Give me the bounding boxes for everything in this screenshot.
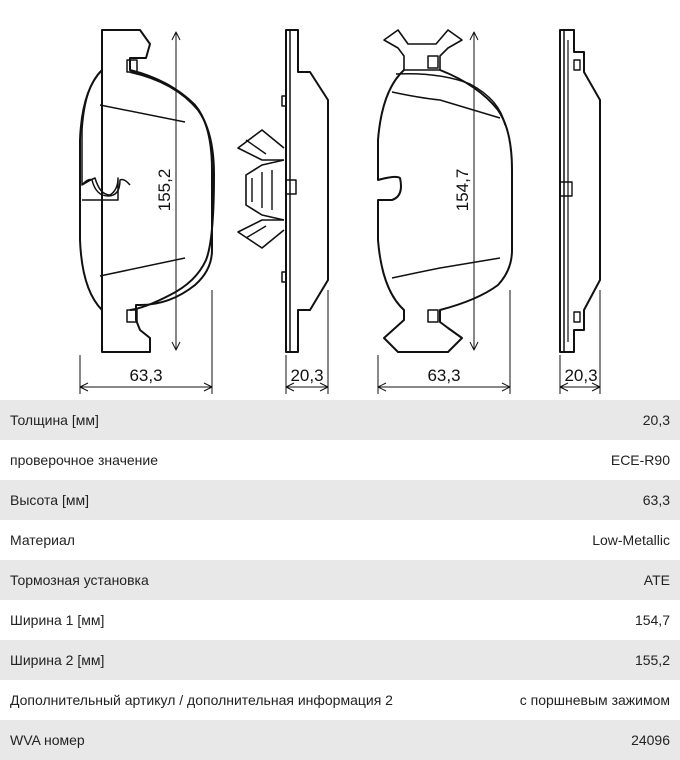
right-pad-front-view: [378, 30, 512, 352]
spec-label: WVA номер: [10, 732, 85, 748]
spec-label: проверочное значение: [10, 452, 159, 468]
spec-row-width-2: [0, 640, 680, 680]
spec-value: 63,3: [642, 492, 670, 508]
left-thickness-label: 20,3: [290, 366, 324, 385]
right-width-label: 63,3: [427, 366, 461, 385]
spec-value: с поршневым зажимом: [519, 692, 670, 708]
spec-label: Ширина 2 [мм]: [10, 652, 105, 668]
right-thickness-label: 20,3: [564, 366, 598, 385]
left-height-label: 155,2: [155, 168, 174, 212]
left-pad-side-view: [238, 30, 328, 352]
right-pad-side-view: [560, 30, 600, 352]
spec-value: 154,7: [634, 612, 670, 628]
spec-table: [0, 400, 680, 760]
spec-row-height: [0, 480, 680, 520]
spec-value: 20,3: [642, 412, 670, 428]
spec-row-material: [0, 520, 680, 560]
spec-row-brake-system: [0, 560, 680, 600]
spec-label: Тормозная установка: [10, 572, 149, 588]
spec-value: 24096: [631, 732, 670, 748]
spec-value: ECE-R90: [610, 452, 670, 468]
spec-row-thickness: [0, 400, 680, 440]
spec-value: Low-Metallic: [592, 532, 670, 548]
right-height-label: 154,7: [453, 168, 472, 212]
left-pad-front-view: [80, 30, 214, 352]
spec-label: Толщина [мм]: [10, 412, 99, 428]
spec-row-wva-number: [0, 720, 680, 760]
spec-value: 155,2: [634, 652, 670, 668]
spec-value: ATE: [643, 572, 670, 588]
spec-row-width-1: [0, 600, 680, 640]
spec-row-test-value: [0, 440, 680, 480]
left-width-label: 63,3: [129, 366, 163, 385]
spec-label: Высота [мм]: [10, 492, 89, 508]
spec-row-additional-info: [0, 680, 680, 720]
spec-label: Ширина 1 [мм]: [10, 612, 105, 628]
spec-label: Материал: [10, 532, 75, 548]
spec-label: Дополнительный артикул / дополнительная информация 2: [10, 692, 393, 708]
